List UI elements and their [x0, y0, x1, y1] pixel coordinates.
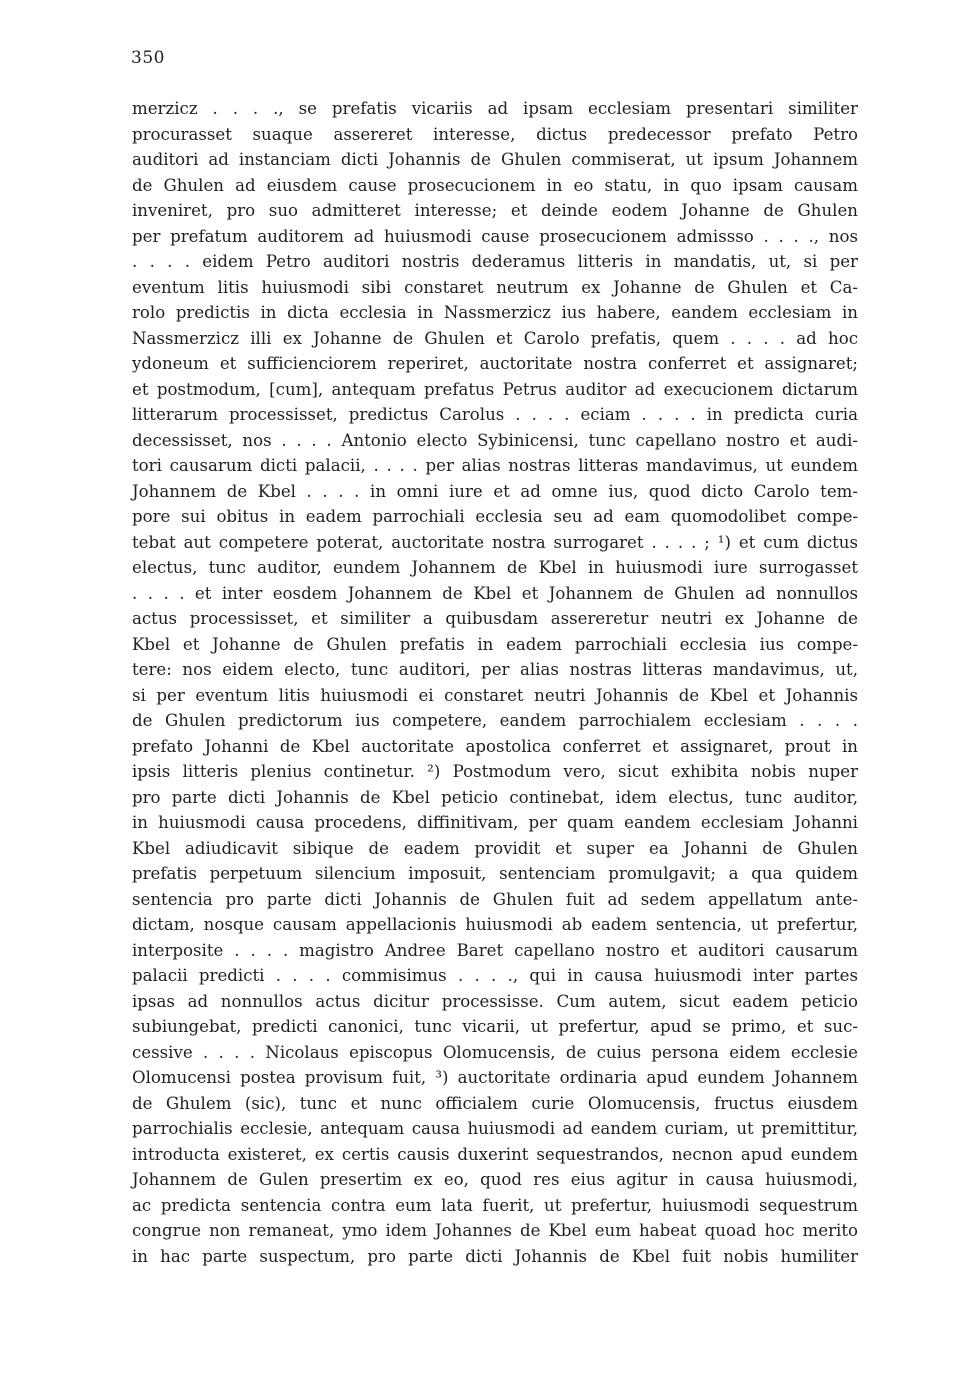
text-line: auditori ad instanciam dicti Johannis de Ghulen commiserat, ut ipsum Johannem [132, 150, 858, 169]
text-line: ac predicta sentencia contra eum lata fuerit, ut prefertur, huiusmodi sequestrum [132, 1195, 858, 1215]
text-line: interposite . . . . magistro Andree Baret capellano nostro et auditori causarum [132, 940, 858, 960]
text-line: in huiusmodi causa procedens, diffinitivam, per quam eandem ecclesiam Johanni [132, 813, 858, 832]
text-line: tere: nos eidem electo, tunc auditori, per alias nostras litteras mandavimus, ut, [132, 660, 858, 679]
text-line: inveniret, pro suo admitteret interesse; et deinde eodem Johanne de Ghulen [132, 201, 858, 220]
text-line: et postmodum, [cum], antequam prefatus Petrus auditor ad execucionem dictarum [132, 379, 858, 399]
text-line: Nassmerzicz illi ex Johanne de Ghulen et Carolo prefatis, quem . . . . ad hoc [132, 328, 858, 348]
text-line: ydoneum et sufficienciorem reperiret, auctoritate nostra conferret et assignaret; [132, 354, 858, 373]
text-line: subiungebat, predicti canonici, tunc vicarii, ut prefertur, apud se primo, et suc- [132, 1017, 858, 1036]
text-line: merzicz . . . ., se prefatis vicariis ad ipsam ecclesiam presentari similiter [132, 99, 858, 118]
text-line: de Ghulen predictorum ius competere, eandem parrochialem ecclesiam . . . . [132, 711, 858, 730]
text-line: parrochialis ecclesie, antequam causa huiusmodi ad eandem curiam, ut premittitur, [132, 1119, 858, 1138]
text-line: Johannem de Gulen presertim ex eo, quod res eius agitur in causa huiusmodi, [132, 1170, 858, 1189]
text-line: rolo predictis in dicta ecclesia in Nassmerzicz ius habere, eandem ecclesiam in [132, 303, 858, 322]
text-line: electus, tunc auditor, eundem Johannem de Kbel in huiusmodi iure surrogasset [132, 558, 858, 577]
text-line: prefatis perpetuum silencium imposuit, sentenciam promulgavit; a qua quidem [132, 864, 858, 883]
body-text [132, 96, 858, 1269]
text-line: dictam, nosque causam appellacionis huiusmodi ab eadem sentencia, ut prefertur, [132, 915, 858, 934]
text-line: eventum litis huiusmodi sibi constaret neutrum ex Johanne de Ghulen et Ca- [132, 277, 858, 297]
text-line: tebat aut competere poterat, auctoritate nostra surrogaret . . . . ; ¹) et cum dictus [132, 532, 858, 552]
text-line: decessisset, nos . . . . Antonio electo Sybinicensi, tunc capellano nostro et audi- [132, 430, 858, 450]
text-line: Johannem de Kbel . . . . in omni iure et ad omne ius, quod dicto Carolo tem- [132, 481, 858, 501]
text-line: de Ghulen ad eiusdem cause prosecucionem in eo statu, in quo ipsam causam [132, 175, 858, 195]
text-line: introducta existeret, ex certis causis duxerint sequestrandos, necnon apud eundem [132, 1144, 858, 1164]
text-line: procurasset suaque assereret interesse, dictus predecessor prefato Petro [132, 124, 858, 144]
text-line: Kbel adiudicavit sibique de eadem providit et super ea Johanni de Ghulen [132, 838, 858, 858]
text-line: actus processisset, et similiter a quibusdam assereretur neutri ex Johanne de [132, 609, 858, 628]
text-line: pro parte dicti Johannis de Kbel peticio continebat, idem electus, tunc auditor, [132, 787, 858, 807]
text-line: . . . . et inter eosdem Johannem de Kbel et Johannem de Ghulen ad nonnullos [132, 583, 858, 603]
text-line: ipsis litteris plenius continetur. ²) Postmodum vero, sicut exhibita nobis nuper [132, 762, 858, 781]
text-line: cessive . . . . Nicolaus episcopus Olomucensis, de cuius persona eidem ecclesie [132, 1042, 858, 1062]
text-line: Olomucensi postea provisum fuit, ³) auctoritate ordinaria apud eundem Johannem [132, 1068, 858, 1087]
text-line: per prefatum auditorem ad huiusmodi cause prosecucionem admissso . . . ., nos [132, 226, 858, 246]
text-line: ipsas ad nonnullos actus dicitur processisse. Cum autem, sicut eadem peticio [132, 991, 858, 1011]
text-line: de Ghulem (sic), tunc et nunc officialem curie Olomucensis, fructus eiusdem [132, 1093, 858, 1113]
text-line: sentencia pro parte dicti Johannis de Ghulen fuit ad sedem appellatum ante- [132, 889, 858, 909]
text-line: si per eventum litis huiusmodi ei constaret neutri Johannis de Kbel et Johannis [132, 685, 858, 705]
text-line: congrue non remaneat, ymo idem Johannes de Kbel eum habeat quoad hoc merito [132, 1221, 858, 1240]
text-line: litterarum processisset, predictus Carolus . . . . eciam . . . . in predicta curia [132, 405, 858, 424]
text-line: in hac parte suspectum, pro parte dicti Johannis de Kbel fuit nobis humiliter [132, 1246, 858, 1266]
text-line: . . . . eidem Petro auditori nostris dederamus litteris in mandatis, ut, si per [132, 252, 858, 271]
text-line: tori causarum dicti palacii, . . . . per alias nostras litteras mandavimus, ut eundem [132, 456, 858, 475]
text-line: pore sui obitus in eadem parrochiali ecclesia seu ad eam quomodolibet compe- [132, 507, 858, 526]
page-number: 350 [131, 48, 165, 68]
text-line: Kbel et Johanne de Ghulen prefatis in eadem parrochiali ecclesia ius compe- [132, 634, 858, 654]
text-line: prefato Johanni de Kbel auctoritate apostolica conferret et assignaret, prout in [132, 736, 858, 756]
text-line: palacii predicti . . . . commisimus . . . ., qui in causa huiusmodi inter partes [132, 966, 858, 985]
